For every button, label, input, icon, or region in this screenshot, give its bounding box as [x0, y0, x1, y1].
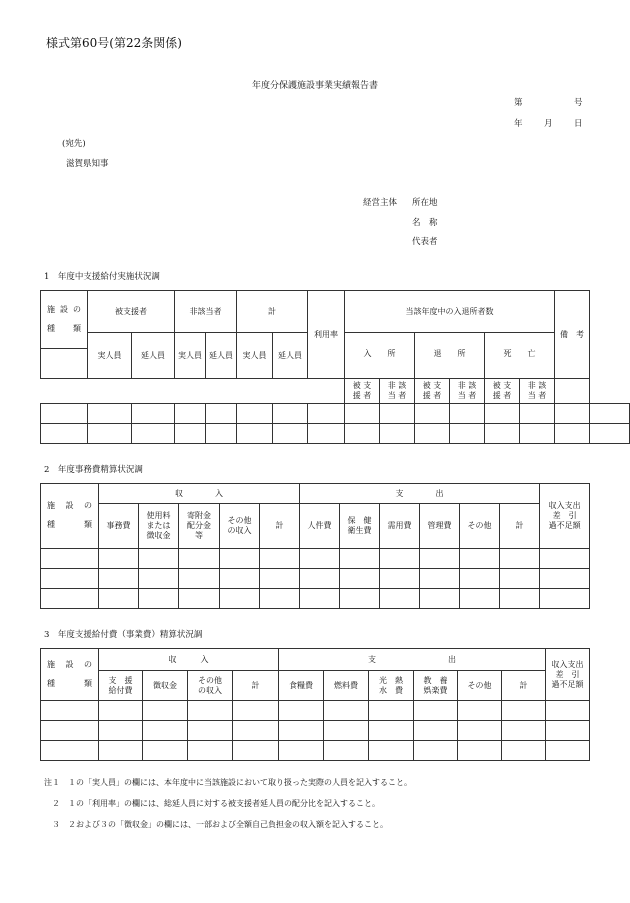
col-expense-total: 計 — [502, 671, 546, 701]
sub-cumulative: 延人員 — [273, 333, 308, 379]
table-row — [41, 568, 590, 588]
table-row — [41, 588, 590, 608]
col-support-benefit: 支 援 給付費 — [99, 671, 143, 701]
col-supplies: 需用費 — [380, 504, 420, 548]
spacer — [41, 379, 345, 404]
expense-header: 支 出 — [300, 484, 540, 504]
operator-rep-label: 代表者 — [412, 237, 438, 247]
section3-heading: 3 年度支援給付費（事業費）精算状況調 — [44, 630, 203, 640]
header-supported: 被支援者 — [88, 291, 175, 333]
facility-type-header: 施 設 の 種 類 — [41, 484, 99, 549]
facility-type-header: 施 設 の 種 類 — [41, 649, 99, 701]
col-other-expense: その他 — [458, 671, 502, 701]
col-other-income: その他 の収入 — [188, 671, 233, 701]
col-expense-total: 計 — [500, 504, 540, 548]
section1-heading: 1 年度中支援給付実施状況調 — [44, 272, 160, 282]
col-collection: 徴収金 — [143, 671, 188, 701]
operator-label: 経営主体 — [363, 198, 398, 208]
addressee-name: 滋賀県知事 — [66, 159, 109, 169]
table-row — [41, 424, 630, 444]
sub-supported: 被 支 援 者 — [345, 379, 380, 404]
header-non-applicable: 非該当者 — [175, 291, 237, 333]
form-id: 様式第60号(第22条関係) — [46, 36, 182, 50]
section1-table — [40, 290, 630, 444]
col-personnel: 人件費 — [300, 504, 340, 548]
income-header: 収 入 — [99, 484, 300, 504]
admission-label: 入 所 — [345, 349, 415, 379]
number-suffix: 号 — [574, 98, 583, 108]
header-discharge — [415, 333, 485, 349]
document-title: 年度分保護施設事業実績報告書 — [251, 81, 378, 91]
table-row — [41, 548, 590, 568]
section2-table — [40, 483, 590, 609]
date-month: 月 — [544, 119, 553, 129]
facility-type-spacer — [41, 349, 88, 379]
col-income-total: 計 — [233, 671, 279, 701]
header-utilization: 利用率 — [308, 291, 345, 379]
header-remarks: 備 考 — [555, 291, 590, 379]
col-education: 教 養 娯楽費 — [414, 671, 458, 701]
date-year: 年 — [514, 119, 523, 129]
income-header: 収 入 — [99, 649, 279, 671]
balance-header: 収入支出 差 引 過不足額 — [540, 484, 590, 549]
note-1: 注１ １の「実人員」の欄には、本年度中に当該施設において取り扱った実際の人員を記入すること。 — [44, 778, 412, 787]
section2-heading: 2 年度事務費精算状況調 — [44, 465, 143, 475]
note-3: ３ ２および３の「徴収金」の欄には、一部および全額自己負担金の収入額を記入すること。 — [44, 820, 388, 829]
section3-table — [40, 648, 590, 761]
table-row — [41, 404, 630, 424]
col-donations: 寄附金 配分金 等 — [179, 504, 220, 548]
sub-cumulative: 延人員 — [132, 333, 175, 379]
date-day: 日 — [574, 119, 583, 129]
expense-header: 支 出 — [279, 649, 546, 671]
sub-non-applicable: 非 該 当 者 — [380, 379, 415, 404]
sub-actual: 実人員 — [175, 333, 206, 379]
number-prefix: 第 — [514, 98, 523, 108]
balance-header: 収入支出 差 引 過不足額 — [546, 649, 590, 701]
table-row — [41, 741, 590, 761]
col-management: 管理費 — [420, 504, 460, 548]
sub-actual: 実人員 — [237, 333, 273, 379]
col-income-total: 計 — [260, 504, 300, 548]
sub-supported: 被 支 援 者 — [485, 379, 520, 404]
sub-non-applicable: 非 該 当 者 — [450, 379, 485, 404]
table-row — [41, 721, 590, 741]
remarks-sub-spacer — [555, 379, 590, 404]
note-2: ２ １の「利用率」の欄には、総延人員に対する被支援者延人員の配分比を記入すること。 — [44, 799, 380, 808]
death-label: 死 亡 — [485, 349, 555, 379]
header-residents: 当該年度中の入退所者数 — [345, 291, 555, 333]
table-row — [41, 701, 590, 721]
header-admission — [345, 333, 415, 349]
col-other-expense: その他 — [460, 504, 500, 548]
facility-type-header: 施 設 の 種 類 — [41, 291, 88, 349]
col-other-income: その他 の収入 — [220, 504, 260, 548]
operator-name-label: 名 称 — [412, 218, 438, 228]
sub-cumulative: 延人員 — [206, 333, 237, 379]
header-death — [485, 333, 555, 349]
col-utilities: 光 熱 水 費 — [369, 671, 414, 701]
sub-actual: 実人員 — [88, 333, 132, 379]
operator-address-label: 所在地 — [412, 198, 438, 208]
col-food: 食糧費 — [279, 671, 324, 701]
col-usage-fee: 使用料 または 徴収金 — [139, 504, 179, 548]
col-admin-cost: 事務費 — [99, 504, 139, 548]
sub-supported: 被 支 援 者 — [415, 379, 450, 404]
sub-non-applicable: 非 該 当 者 — [520, 379, 555, 404]
discharge-label: 退 所 — [415, 349, 485, 379]
header-total: 計 — [237, 291, 308, 333]
addressee-label: (宛先) — [62, 139, 86, 149]
col-health: 保 健 衛生費 — [340, 504, 380, 548]
col-fuel: 燃料費 — [324, 671, 369, 701]
